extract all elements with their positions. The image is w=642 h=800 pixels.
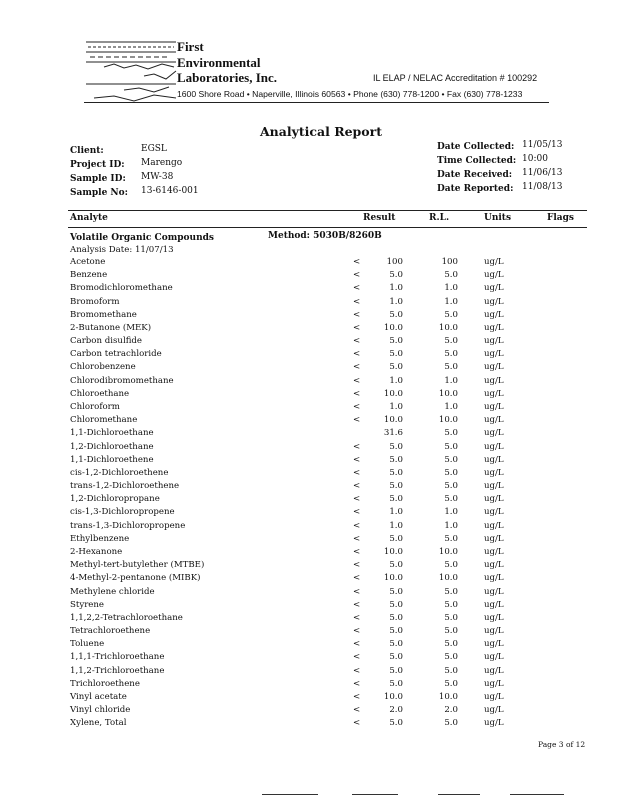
reporting-limit-value: 5.0 — [444, 428, 458, 439]
less-than-qualifier: < — [353, 454, 361, 465]
analyte-name: 2-Hexanone — [70, 547, 123, 557]
less-than-qualifier: < — [353, 560, 361, 571]
table-row — [0, 310, 642, 323]
analyte-name: Trichloroethene — [70, 678, 140, 689]
result-value: 5.0 — [389, 309, 403, 320]
reporting-limit-value: 5.0 — [444, 494, 458, 505]
analyte-name: 1,1,2-Trichloroethane — [70, 665, 165, 676]
company-logo — [84, 38, 178, 108]
table-row — [0, 679, 642, 692]
units-value: ug/L — [484, 467, 504, 478]
report-title: Analytical Report — [259, 124, 382, 139]
reporting-limit-value: 5.0 — [444, 599, 458, 610]
less-than-qualifier: < — [353, 322, 361, 333]
units-value: ug/L — [484, 415, 504, 426]
analyte-name: Acetone — [70, 257, 106, 267]
col-header-units: Units — [484, 213, 512, 223]
accreditation-text: IL ELAP / NELAC Accreditation # 100292 — [373, 73, 538, 83]
analyte-name: Bromoform — [70, 296, 120, 307]
result-value: 10.0 — [383, 691, 403, 702]
result-value: 10.0 — [383, 415, 403, 426]
analyte-name: 1,1-Dichloroethene — [70, 454, 154, 465]
company-name-line3: Laboratories, Inc. — [177, 70, 278, 85]
col-header-analyte: Analyte — [70, 213, 108, 223]
table-row — [0, 297, 642, 310]
less-than-qualifier: < — [353, 573, 361, 584]
footer-rule — [510, 794, 564, 795]
section-name: Volatile Organic Compounds — [70, 233, 214, 243]
reporting-limit-value: 1.0 — [444, 296, 458, 307]
table-row — [0, 481, 642, 494]
reporting-limit-value: 5.0 — [444, 362, 458, 373]
footer-rule — [352, 794, 398, 795]
less-than-qualifier: < — [353, 586, 361, 597]
table-row — [0, 705, 642, 718]
units-value: ug/L — [484, 599, 504, 610]
table-row — [0, 323, 642, 336]
result-value: 5.0 — [389, 454, 403, 465]
page-number: Page 3 of 12 — [538, 740, 586, 749]
analyte-name: Styrene — [70, 599, 105, 610]
analyte-name: 1,1,2,2-Tetrachloroethane — [70, 612, 183, 623]
result-value: 5.0 — [389, 441, 403, 452]
table-row — [0, 613, 642, 626]
table-row — [0, 692, 642, 705]
analyte-name: 1,2-Dichloroethane — [70, 441, 154, 452]
result-value: 5.0 — [389, 494, 403, 505]
units-value: ug/L — [484, 626, 504, 636]
less-than-qualifier: < — [353, 494, 361, 505]
date-reported-value: 11/08/13 — [522, 182, 563, 192]
less-than-qualifier: < — [353, 665, 361, 676]
table-row — [0, 270, 642, 283]
analyte-name: Benzene — [70, 270, 108, 281]
units-value: ug/L — [484, 586, 504, 597]
result-value: 5.0 — [389, 626, 403, 636]
result-value: 5.0 — [389, 270, 403, 281]
client-value: EGSL — [141, 144, 167, 154]
table-row — [0, 639, 642, 652]
reporting-limit-value: 5.0 — [444, 481, 458, 492]
result-value: 5.0 — [389, 560, 403, 571]
less-than-qualifier: < — [353, 467, 361, 478]
time-collected-value: 10:00 — [522, 154, 548, 164]
units-value: ug/L — [484, 678, 504, 689]
reporting-limit-value: 5.0 — [444, 586, 458, 597]
reporting-limit-value: 5.0 — [444, 533, 458, 544]
less-than-qualifier: < — [353, 415, 361, 426]
units-value: ug/L — [484, 309, 504, 320]
analyte-name: Carbon tetrachloride — [70, 349, 162, 360]
less-than-qualifier: < — [353, 441, 361, 452]
col-header-flags: Flags — [547, 213, 574, 223]
less-than-qualifier: < — [353, 270, 361, 281]
reporting-limit-value: 5.0 — [444, 718, 458, 729]
table-row — [0, 402, 642, 415]
table-row — [0, 257, 642, 270]
less-than-qualifier: < — [353, 309, 361, 320]
units-value: ug/L — [484, 428, 504, 439]
analyte-name: Bromomethane — [70, 309, 137, 320]
reporting-limit-value: 10.0 — [438, 547, 458, 557]
units-value: ug/L — [484, 705, 504, 716]
date-received-value: 11/06/13 — [522, 168, 563, 178]
result-value: 10.0 — [383, 388, 403, 399]
analyte-name: Vinyl chloride — [70, 705, 131, 716]
table-row — [0, 652, 642, 665]
analyte-name: cis-1,3-Dichloropropene — [70, 507, 175, 518]
result-value: 1.0 — [389, 375, 403, 386]
units-value: ug/L — [484, 494, 504, 505]
less-than-qualifier: < — [353, 296, 361, 307]
result-value: 5.0 — [389, 639, 403, 650]
reporting-limit-value: 5.0 — [444, 652, 458, 663]
reporting-limit-value: 10.0 — [438, 322, 458, 333]
result-value: 10.0 — [383, 322, 403, 333]
units-value: ug/L — [484, 547, 504, 557]
table-row — [0, 455, 642, 468]
analyte-name: Tetrachloroethene — [70, 626, 151, 636]
result-value: 2.0 — [389, 705, 403, 716]
units-value: ug/L — [484, 349, 504, 360]
table-row — [0, 573, 642, 586]
reporting-limit-value: 100 — [441, 257, 458, 267]
result-value: 31.6 — [383, 428, 403, 439]
result-value: 1.0 — [389, 507, 403, 518]
analyte-name: Xylene, Total — [70, 718, 127, 729]
less-than-qualifier: < — [353, 652, 361, 663]
result-value: 10.0 — [383, 547, 403, 557]
units-value: ug/L — [484, 612, 504, 623]
less-than-qualifier: < — [353, 402, 361, 412]
analyte-name: Methylene chloride — [70, 586, 155, 597]
units-value: ug/L — [484, 336, 504, 347]
footer-rule — [262, 794, 318, 795]
less-than-qualifier: < — [353, 533, 361, 544]
analyte-name: 4-Methyl-2-pentanone (MIBK) — [70, 573, 201, 584]
analyte-name: Bromodichloromethane — [70, 283, 173, 294]
reporting-limit-value: 1.0 — [444, 402, 458, 412]
table-header-rule — [68, 227, 587, 228]
analyte-name: Chlorobenzene — [70, 362, 136, 373]
table-row — [0, 376, 642, 389]
table-row — [0, 349, 642, 362]
units-value: ug/L — [484, 573, 504, 584]
result-value: 100 — [386, 257, 403, 267]
analyte-name: 1,1,1-Trichloroethane — [70, 652, 165, 663]
less-than-qualifier: < — [353, 691, 361, 702]
analyte-name: Methyl-tert-butylether (MTBE) — [70, 560, 205, 571]
units-value: ug/L — [484, 652, 504, 663]
reporting-limit-value: 5.0 — [444, 612, 458, 623]
reporting-limit-value: 5.0 — [444, 665, 458, 676]
reporting-limit-value: 5.0 — [444, 336, 458, 347]
result-value: 5.0 — [389, 349, 403, 360]
table-row — [0, 494, 642, 507]
table-row — [0, 389, 642, 402]
table-row — [0, 600, 642, 613]
less-than-qualifier: < — [353, 362, 361, 373]
reporting-limit-value: 2.0 — [444, 705, 458, 716]
units-value: ug/L — [484, 322, 504, 333]
table-row — [0, 560, 642, 573]
units-value: ug/L — [484, 481, 504, 492]
result-value: 5.0 — [389, 481, 403, 492]
table-row — [0, 428, 642, 441]
reporting-limit-value: 5.0 — [444, 454, 458, 465]
units-value: ug/L — [484, 388, 504, 399]
result-value: 1.0 — [389, 296, 403, 307]
analyte-name: cis-1,2-Dichloroethene — [70, 467, 169, 478]
less-than-qualifier: < — [353, 283, 361, 294]
result-value: 1.0 — [389, 520, 403, 531]
analyte-name: Carbon disulfide — [70, 336, 143, 347]
company-address: 1600 Shore Road • Naperville, Illinois 60563 • Phone (630) 778-1200 • Fax (630) 778-1233 — [177, 89, 523, 99]
reporting-limit-value: 1.0 — [444, 375, 458, 386]
less-than-qualifier: < — [353, 481, 361, 492]
table-row — [0, 336, 642, 349]
units-value: ug/L — [484, 507, 504, 518]
analyte-name: Chloromethane — [70, 415, 138, 426]
analyte-name: Ethylbenzene — [70, 533, 130, 544]
company-name-line1: First — [177, 39, 204, 54]
units-value: ug/L — [484, 257, 504, 267]
date-collected-value: 11/05/13 — [522, 140, 563, 150]
less-than-qualifier: < — [353, 375, 361, 386]
reporting-limit-value: 1.0 — [444, 507, 458, 518]
date-collected-label: Date Collected: — [437, 142, 515, 152]
table-row — [0, 415, 642, 428]
analyte-name: 1,2-Dichloropropane — [70, 494, 160, 505]
reporting-limit-value: 10.0 — [438, 573, 458, 584]
less-than-qualifier: < — [353, 678, 361, 689]
reporting-limit-value: 5.0 — [444, 349, 458, 360]
less-than-qualifier: < — [353, 639, 361, 650]
letterhead-divider — [84, 102, 549, 103]
analyte-name: Chloroform — [70, 402, 120, 412]
less-than-qualifier: < — [353, 388, 361, 399]
table-top-rule — [68, 210, 587, 211]
date-received-label: Date Received: — [437, 170, 513, 180]
sample-no-label: Sample No: — [70, 188, 128, 198]
result-value: 5.0 — [389, 718, 403, 729]
units-value: ug/L — [484, 520, 504, 531]
result-value: 5.0 — [389, 467, 403, 478]
table-row — [0, 507, 642, 520]
analyte-name: 1,1-Dichloroethane — [70, 428, 154, 439]
less-than-qualifier: < — [353, 599, 361, 610]
table-row — [0, 547, 642, 560]
analyte-name: Chloroethane — [70, 388, 130, 399]
less-than-qualifier: < — [353, 520, 361, 531]
less-than-qualifier: < — [353, 626, 361, 636]
reporting-limit-value: 1.0 — [444, 520, 458, 531]
reporting-limit-value: 1.0 — [444, 283, 458, 294]
less-than-qualifier: < — [353, 612, 361, 623]
reporting-limit-value: 5.0 — [444, 639, 458, 650]
units-value: ug/L — [484, 665, 504, 676]
result-value: 5.0 — [389, 336, 403, 347]
units-value: ug/L — [484, 283, 504, 294]
time-collected-label: Time Collected: — [437, 156, 517, 166]
table-row — [0, 626, 642, 639]
analyte-name: Vinyl acetate — [70, 691, 127, 702]
reporting-limit-value: 5.0 — [444, 560, 458, 571]
units-value: ug/L — [484, 560, 504, 571]
table-row — [0, 534, 642, 547]
analyte-name: trans-1,2-Dichloroethene — [70, 481, 180, 492]
less-than-qualifier: < — [353, 705, 361, 716]
sample-no-value: 13-6146-001 — [141, 186, 199, 196]
result-value: 5.0 — [389, 599, 403, 610]
table-row — [0, 718, 642, 731]
less-than-qualifier: < — [353, 336, 361, 347]
reporting-limit-value: 10.0 — [438, 691, 458, 702]
units-value: ug/L — [484, 296, 504, 307]
units-value: ug/L — [484, 639, 504, 650]
result-value: 5.0 — [389, 362, 403, 373]
analyte-name: Toluene — [70, 639, 105, 650]
date-reported-label: Date Reported: — [437, 184, 514, 194]
sample-id-label: Sample ID: — [70, 174, 126, 184]
result-value: 10.0 — [383, 573, 403, 584]
result-value: 5.0 — [389, 612, 403, 623]
analyte-name: 2-Butanone (MEK) — [70, 322, 152, 333]
result-value: 5.0 — [389, 665, 403, 676]
units-value: ug/L — [484, 691, 504, 702]
reporting-limit-value: 5.0 — [444, 467, 458, 478]
footer-rule — [438, 794, 480, 795]
col-header-result: Result — [363, 213, 396, 223]
company-name-line2: Environmental — [177, 55, 261, 70]
less-than-qualifier: < — [353, 547, 361, 557]
reporting-limit-value: 5.0 — [444, 270, 458, 281]
result-value: 1.0 — [389, 402, 403, 412]
less-than-qualifier: < — [353, 349, 361, 360]
reporting-limit-value: 5.0 — [444, 626, 458, 636]
units-value: ug/L — [484, 375, 504, 386]
reporting-limit-value: 5.0 — [444, 441, 458, 452]
units-value: ug/L — [484, 533, 504, 544]
less-than-qualifier: < — [353, 718, 361, 729]
result-value: 5.0 — [389, 678, 403, 689]
table-row — [0, 521, 642, 534]
table-row — [0, 468, 642, 481]
reporting-limit-value: 10.0 — [438, 415, 458, 426]
table-row — [0, 362, 642, 375]
table-row — [0, 587, 642, 600]
col-header-rl: R.L. — [429, 213, 450, 223]
less-than-qualifier: < — [353, 257, 361, 267]
project-id-value: Marengo — [141, 158, 183, 168]
analyte-name: Chlorodibromomethane — [70, 375, 174, 386]
result-value: 5.0 — [389, 533, 403, 544]
analyte-name: trans-1,3-Dichloropropene — [70, 520, 186, 531]
analysis-date: Analysis Date: 11/07/13 — [70, 245, 174, 255]
result-value: 1.0 — [389, 283, 403, 294]
client-label: Client: — [70, 146, 104, 156]
reporting-limit-value: 5.0 — [444, 309, 458, 320]
table-row — [0, 442, 642, 455]
units-value: ug/L — [484, 402, 504, 412]
sample-id-value: MW-38 — [141, 172, 174, 182]
result-value: 5.0 — [389, 586, 403, 597]
result-value: 5.0 — [389, 652, 403, 663]
table-row — [0, 666, 642, 679]
units-value: ug/L — [484, 454, 504, 465]
project-id-label: Project ID: — [70, 160, 125, 170]
reporting-limit-value: 10.0 — [438, 388, 458, 399]
units-value: ug/L — [484, 270, 504, 281]
reporting-limit-value: 5.0 — [444, 678, 458, 689]
units-value: ug/L — [484, 362, 504, 373]
units-value: ug/L — [484, 718, 504, 729]
less-than-qualifier: < — [353, 507, 361, 518]
table-row — [0, 283, 642, 296]
units-value: ug/L — [484, 441, 504, 452]
section-method: Method: 5030B/8260B — [268, 231, 382, 241]
